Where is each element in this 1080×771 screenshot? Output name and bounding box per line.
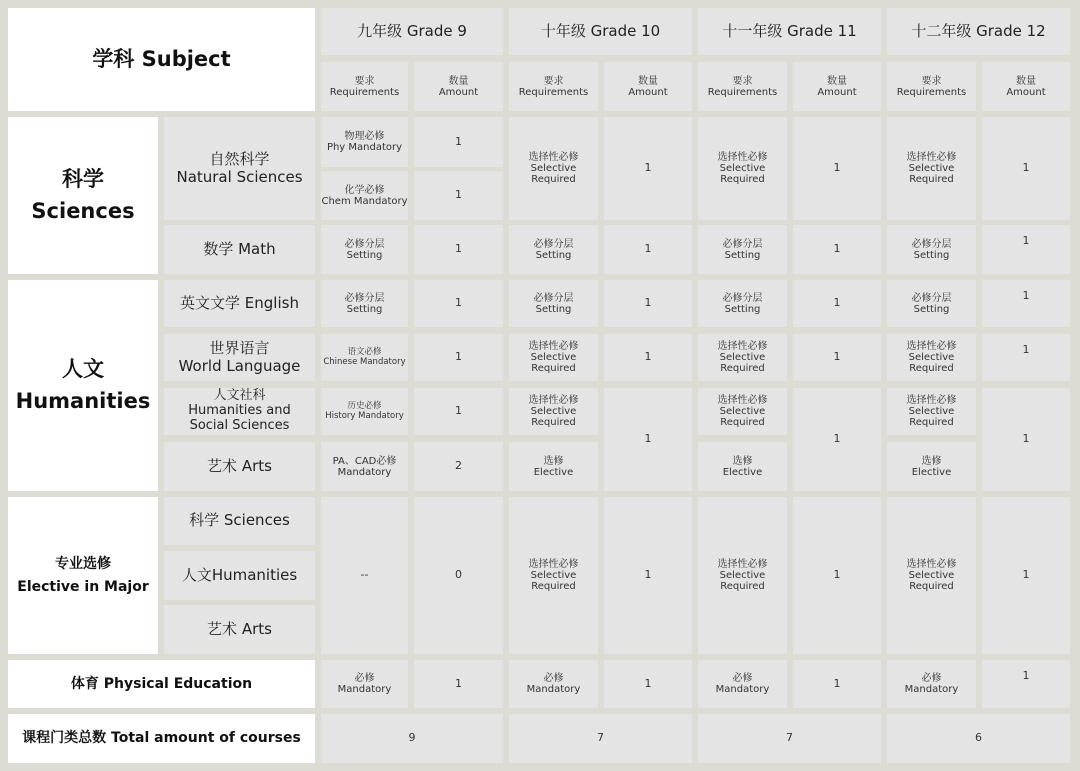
req-cell-text: Required (909, 174, 954, 185)
amount-cell-text: 1 (455, 188, 462, 202)
total-value (509, 714, 692, 763)
amount-cell-text: 1 (455, 676, 462, 690)
req-cell (509, 334, 598, 381)
req-cell-text: Setting (535, 303, 572, 315)
req-cell-text: Selective (719, 352, 766, 363)
req-cell-text: 选择性必修 (717, 395, 768, 406)
req-cell (321, 225, 408, 274)
req-cell (698, 225, 787, 274)
req-cell-text: 选择性必修 (528, 395, 579, 406)
subject-social-sciences-text: Humanities and (188, 403, 291, 419)
subject-elective-sciences (164, 497, 315, 545)
req-cell-text: Required (720, 581, 765, 592)
subject-header (8, 8, 315, 111)
req-cell (698, 334, 787, 381)
amount-cell (604, 388, 692, 491)
amount-cell-text: 1 (1022, 161, 1030, 175)
amount-cell-text: 0 (455, 568, 462, 582)
req-cell-text: Selective (719, 406, 766, 417)
amount-cell-text: 1 (644, 350, 652, 364)
req-cell (698, 117, 787, 220)
amount-header-text: Amount (1006, 86, 1046, 98)
group-elective-text: 专业选修 (55, 556, 111, 573)
req-cell-text: Setting (535, 249, 572, 261)
req-cell-text: 必修分层 (533, 292, 574, 304)
amount-cell-text: 1 (833, 242, 841, 256)
subject-natural-sciences (164, 117, 315, 220)
amount-cell (793, 334, 881, 381)
req-cell-text: Selective (530, 352, 577, 363)
subject-social-sciences-text: Social Sciences (189, 417, 290, 433)
amount-cell-text: 1 (455, 350, 462, 364)
amount-cell-text: 1 (833, 568, 841, 582)
amount-cell (414, 334, 503, 381)
req-cell-text: Required (720, 363, 765, 374)
amount-cell (793, 497, 881, 654)
req-cell-text: Setting (346, 249, 383, 261)
req-cell (321, 334, 408, 381)
total-value (887, 714, 1070, 763)
req-cell (509, 225, 598, 274)
amount-cell (982, 497, 1070, 654)
total-value-text: 7 (786, 731, 793, 745)
amount-cell (793, 388, 881, 491)
req-cell (887, 280, 976, 327)
group-sciences-text: 科学 (62, 167, 104, 191)
req-cell-text: 选择性必修 (717, 152, 768, 163)
subject-elective-humanities (164, 551, 315, 600)
req-cell-text: 必修分层 (911, 238, 952, 250)
requirements-header-text: 要求 (921, 75, 942, 87)
req-cell-text: Setting (913, 249, 950, 261)
req-cell (698, 442, 787, 491)
amount-header (982, 62, 1070, 111)
group-elective (8, 497, 158, 654)
requirements-header-text: Requirements (329, 86, 400, 98)
amount-header-text: 数量 (448, 75, 469, 87)
amount-cell (414, 225, 503, 274)
subject-arts-text: 艺术 Arts (207, 456, 272, 475)
subject-world-language-text: World Language (178, 356, 301, 375)
total-label (8, 714, 315, 763)
req-cell-text: History Mandatory (325, 410, 404, 421)
req-cell (509, 117, 598, 220)
amount-cell-text: 1 (1022, 669, 1030, 682)
requirements-header (887, 62, 976, 111)
amount-cell-text: 1 (833, 350, 841, 364)
grade-header-9-text: 九年级 Grade 9 (357, 21, 467, 40)
req-cell (698, 388, 787, 435)
req-cell-text: 必修 (354, 673, 375, 684)
amount-cell (414, 388, 503, 435)
requirements-header-text: 要求 (354, 75, 375, 87)
amount-cell-text: 1 (455, 404, 462, 418)
amount-cell (414, 442, 503, 491)
grade-header-11-text: 十一年级 Grade 11 (722, 21, 857, 40)
req-cell-text: Selective (530, 406, 577, 417)
req-cell-text: 选择性必修 (717, 341, 768, 352)
amount-cell-text: 1 (833, 676, 841, 690)
req-cell-text: 必修 (732, 673, 753, 684)
amount-cell (604, 497, 692, 654)
req-cell-text: 必修分层 (722, 292, 763, 304)
req-cell (698, 280, 787, 327)
amount-cell (414, 117, 503, 167)
group-sciences-text: Sciences (31, 198, 135, 223)
req-cell-text: 必修分层 (344, 292, 385, 304)
amount-header-text: 数量 (1016, 75, 1036, 87)
total-label-text: 课程门类总数 Total amount of courses (22, 730, 301, 747)
amount-cell (414, 280, 503, 327)
grade-header-12 (887, 8, 1070, 55)
req-cell (698, 497, 787, 654)
req-cell-text: 必修 (921, 673, 942, 684)
amount-cell (793, 225, 881, 274)
req-cell-text: 化学必修 (344, 184, 385, 196)
amount-cell (414, 171, 503, 220)
req-cell-text: Required (531, 174, 576, 185)
req-cell-text: Mandatory (337, 466, 392, 478)
req-cell-text: 选择性必修 (717, 559, 768, 570)
req-cell-text: Chem Mandatory (321, 195, 408, 207)
req-cell (698, 660, 787, 708)
amount-cell (982, 117, 1070, 220)
req-cell-text: 选择性必修 (528, 341, 579, 352)
amount-cell-text: 1 (833, 432, 841, 446)
amount-cell (982, 280, 1070, 327)
amount-cell (793, 117, 881, 220)
req-cell-text: Required (909, 581, 954, 592)
amount-cell (414, 660, 503, 708)
req-cell (887, 388, 976, 435)
req-cell-text: 选择性必修 (528, 559, 579, 570)
req-cell-text: Phy Mandatory (326, 142, 403, 153)
amount-cell (414, 497, 503, 654)
grade-header-11 (698, 8, 881, 55)
req-cell (887, 225, 976, 274)
req-cell-text: Mandatory (904, 684, 959, 695)
req-cell-text: 必修分层 (722, 238, 763, 250)
req-cell (321, 388, 408, 435)
amount-cell-text: 1 (644, 432, 652, 446)
amount-cell (604, 117, 692, 220)
amount-cell-text: 1 (1022, 289, 1030, 302)
amount-cell (982, 660, 1070, 708)
amount-cell-text: 1 (644, 676, 652, 690)
group-sciences (8, 117, 158, 274)
pe-label-text: 体育 Physical Education (70, 675, 253, 692)
req-cell (509, 660, 598, 708)
req-cell (887, 442, 976, 491)
subject-elective-humanities-text: 人文Humanities (181, 565, 298, 584)
grade-header-10 (509, 8, 692, 55)
requirements-header-text: Requirements (707, 86, 778, 98)
req-cell (887, 497, 976, 654)
amount-cell-text: 2 (455, 459, 462, 473)
subject-arts (164, 442, 315, 491)
amount-cell-text: 1 (644, 161, 652, 175)
amount-header-text: 数量 (638, 75, 658, 87)
req-cell-text: 必修 (543, 673, 564, 684)
req-cell-text: Required (720, 417, 765, 428)
req-cell-text: Setting (724, 249, 761, 261)
requirements-header (509, 62, 598, 111)
req-cell-text: Elective (722, 466, 763, 478)
req-cell-text: Required (531, 363, 576, 374)
req-cell-text: PA、CAD必修 (332, 455, 397, 467)
requirements-header-text: Requirements (896, 86, 967, 98)
subject-header-text: 学科 Subject (92, 47, 231, 72)
amount-cell-text: 1 (833, 161, 841, 175)
amount-cell (982, 334, 1070, 381)
amount-cell-text: 1 (644, 296, 652, 310)
req-cell-text: Mandatory (526, 684, 581, 695)
req-cell-text: 选修 (732, 455, 753, 467)
req-cell-text: 历史必修 (347, 401, 382, 412)
req-cell-text: Selective (719, 570, 766, 581)
req-cell-text: Selective (908, 163, 955, 174)
amount-cell-text: 1 (1022, 343, 1030, 356)
total-value-text: 9 (408, 731, 416, 745)
req-cell-text: Elective (533, 466, 574, 478)
amount-cell-text: 1 (1022, 234, 1030, 247)
req-cell (321, 660, 408, 708)
requirements-header-text: Requirements (518, 86, 589, 98)
amount-header-text: Amount (438, 86, 479, 98)
amount-cell (604, 225, 692, 274)
amount-header (604, 62, 692, 111)
req-cell-text: Setting (724, 303, 761, 315)
req-cell-text: Required (909, 363, 954, 374)
amount-cell (604, 280, 692, 327)
req-cell-text: Selective (908, 570, 955, 581)
req-cell (887, 334, 976, 381)
req-cell (887, 117, 976, 220)
requirements-header-text: 要求 (732, 75, 753, 87)
req-cell-text: 选择性必修 (906, 395, 957, 406)
req-cell-text: 必修分层 (533, 238, 574, 250)
amount-cell (604, 334, 692, 381)
req-cell-text: Selective (530, 570, 577, 581)
amount-cell-text: 1 (455, 242, 462, 256)
amount-header (793, 62, 881, 111)
req-cell-text: 选择性必修 (906, 341, 957, 352)
subject-elective-arts-text: 艺术 Arts (207, 619, 272, 638)
req-cell-text: -- (360, 568, 369, 582)
total-value-text: 7 (597, 731, 604, 745)
requirements-header-text: 要求 (543, 75, 564, 87)
grade-header-12-text: 十二年级 Grade 12 (911, 21, 1046, 40)
req-cell-text: 必修分层 (344, 238, 385, 250)
amount-cell-text: 1 (1022, 432, 1030, 446)
req-cell-text: Chinese Mandatory (323, 356, 406, 367)
subject-english (164, 280, 315, 327)
amount-header-text: Amount (628, 86, 668, 98)
req-cell-text: Selective (530, 163, 577, 174)
amount-cell-text: 1 (1022, 568, 1030, 582)
req-cell-text: Setting (913, 303, 950, 315)
amount-header-text: Amount (817, 86, 857, 98)
total-value (321, 714, 503, 763)
subject-math (164, 225, 315, 274)
amount-cell (982, 388, 1070, 491)
group-humanities-text: 人文 (62, 357, 104, 381)
req-cell (321, 442, 408, 491)
subject-social-sciences-text: 人文社科 (213, 388, 266, 404)
subject-world-language (164, 334, 315, 381)
grade-header-9 (321, 8, 503, 55)
amount-cell-text: 1 (833, 296, 841, 310)
req-cell-text: Selective (719, 163, 766, 174)
subject-math-text: 数学 Math (203, 239, 276, 258)
req-cell-text: Elective (911, 466, 952, 478)
amount-cell-text: 1 (455, 296, 462, 310)
req-cell-text: Required (909, 417, 954, 428)
req-cell (321, 117, 408, 167)
req-cell-text: Required (720, 174, 765, 185)
total-value-text: 6 (975, 731, 982, 745)
requirements-header (321, 62, 408, 111)
amount-cell-text: 1 (644, 568, 652, 582)
req-cell-text: 选修 (921, 455, 942, 467)
req-cell (509, 497, 598, 654)
req-cell (321, 280, 408, 327)
amount-cell (982, 225, 1070, 274)
req-cell-text: 选择性必修 (906, 152, 957, 163)
requirements-header (698, 62, 787, 111)
req-cell-text: 物理必修 (344, 131, 385, 142)
subject-natural-sciences-text: Natural Sciences (176, 167, 303, 186)
amount-cell (604, 660, 692, 708)
subject-social-sciences (164, 388, 315, 435)
total-value (698, 714, 881, 763)
req-cell (509, 442, 598, 491)
amount-cell (793, 660, 881, 708)
subject-elective-sciences-text: 科学 Sciences (189, 511, 290, 530)
subject-english-text: 英文文学 English (180, 293, 299, 312)
group-humanities-text: Humanities (15, 388, 151, 413)
req-cell-text: Required (531, 581, 576, 592)
req-cell-text: Mandatory (715, 684, 770, 695)
req-cell-text: 必修分层 (911, 292, 952, 304)
req-cell (321, 497, 408, 654)
req-cell (321, 171, 408, 220)
req-cell-text: 选择性必修 (528, 152, 579, 163)
amount-header-text: 数量 (827, 75, 847, 87)
req-cell-text: 选择性必修 (906, 559, 957, 570)
amount-header (414, 62, 503, 111)
subject-natural-sciences-text: 自然科学 (209, 150, 270, 169)
req-cell (887, 660, 976, 708)
req-cell-text: Selective (908, 352, 955, 363)
amount-cell-text: 1 (455, 134, 462, 148)
subject-elective-arts (164, 605, 315, 654)
req-cell-text: 语文必修 (347, 347, 382, 358)
pe-label (8, 660, 315, 708)
amount-cell (793, 280, 881, 327)
req-cell-text: Setting (346, 303, 383, 315)
req-cell-text: Mandatory (337, 684, 392, 695)
group-humanities (8, 280, 158, 491)
req-cell-text: Required (531, 417, 576, 428)
subject-world-language-text: 世界语言 (209, 339, 270, 358)
req-cell (509, 280, 598, 327)
grade-header-10-text: 十年级 Grade 10 (540, 21, 661, 40)
amount-cell-text: 1 (644, 242, 652, 256)
req-cell-text: Selective (908, 406, 955, 417)
group-elective-text: Elective in Major (17, 578, 149, 595)
req-cell (509, 388, 598, 435)
req-cell-text: 选修 (543, 455, 564, 467)
